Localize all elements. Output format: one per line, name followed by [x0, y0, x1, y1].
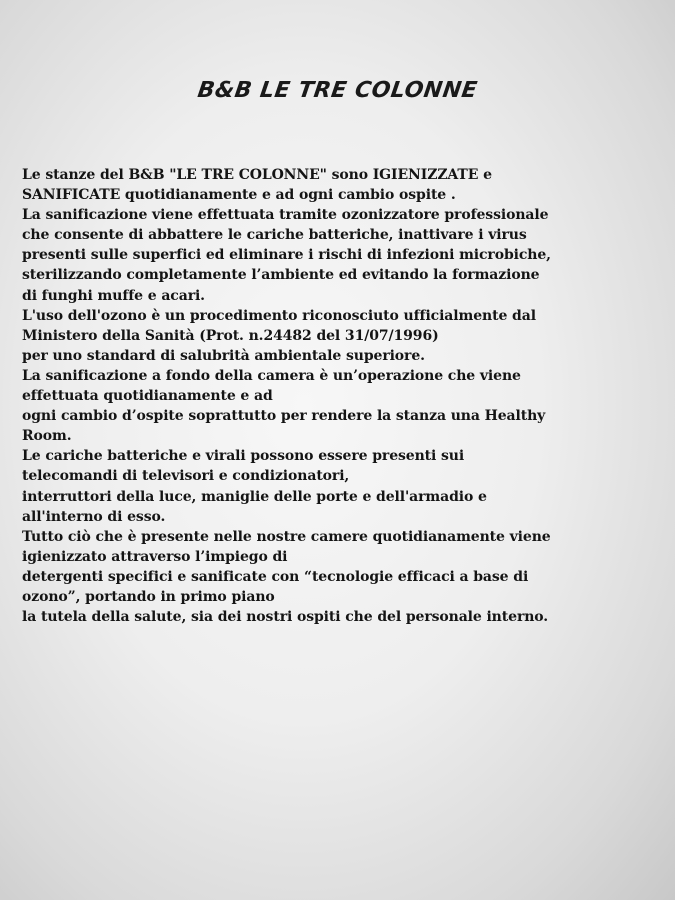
body-line: all'interno di esso.: [22, 508, 166, 525]
body-line: Ministero della Sanità (Prot. n.24482 del 31/07/1996): [22, 327, 439, 344]
body-line: presenti sulle superfici ed eliminare i rischi di infezioni microbiche,: [22, 247, 551, 264]
body-line: effettuata quotidianamente e ad: [22, 388, 273, 405]
body-line: telecomandi di televisori e condizionatori,: [22, 468, 350, 485]
body-line: detergenti specifici e sanificate con “tecnologie efficaci a base di: [22, 568, 529, 585]
body-line: Le stanze del B&B "LE TRE COLONNE" sono IGIENIZZATE e: [22, 167, 492, 183]
body-line: che consente di abbattere le cariche batteriche, inattivare i virus: [22, 227, 527, 244]
body-line: L'uso dell'ozono è un procedimento riconosciuto ufficialmente dal: [22, 307, 536, 324]
body-line: SANIFICATE quotidianamente e ad ogni cambio ospite .: [22, 187, 456, 204]
document-title: B&B LE TRE COLONNE: [196, 78, 479, 103]
body-line: La sanificazione a fondo della camera è un’operazione che viene: [22, 367, 521, 384]
body-line: Room.: [22, 428, 72, 445]
body-line: sterilizzando completamente l’ambiente ed evitando la formazione: [22, 267, 540, 284]
body-line: igienizzato attraverso l’impiego di: [22, 548, 288, 565]
body-line: ogni cambio d’ospite soprattutto per rendere la stanza una Healthy: [22, 408, 546, 425]
body-line: ozono”, portando in primo piano: [22, 588, 275, 605]
body-line: interruttori della luce, maniglie delle porte e dell'armadio e: [22, 488, 487, 505]
body-line: per uno standard di salubrità ambientale superiore.: [22, 347, 425, 364]
document-body: [22, 165, 662, 627]
body-line: Tutto ciò che è presente nelle nostre camere quotidianamente viene: [22, 528, 551, 545]
body-line: La sanificazione viene effettuata tramite ozonizzatore professionale: [22, 207, 549, 224]
body-line: la tutela della salute, sia dei nostri ospiti che del personale interno.: [22, 609, 549, 626]
body-line: di funghi muffe e acari.: [22, 287, 205, 304]
body-line: Le cariche batteriche e virali possono essere presenti sui: [22, 448, 465, 465]
